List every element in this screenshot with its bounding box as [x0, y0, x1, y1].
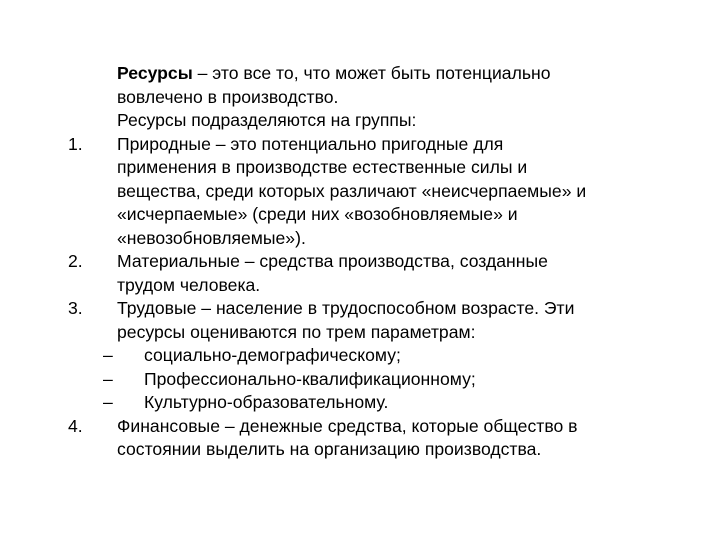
dash-bullet: – — [103, 368, 113, 389]
list-item-2: 2. Материальные – средства производства, созданные — [0, 250, 720, 274]
dash-bullet: – — [103, 392, 113, 412]
term-resources: Ресурсы — [117, 63, 193, 83]
intro-line-2: вовлечено в производство. — [117, 86, 339, 107]
sub-list-item: – Культурно-образовательному. — [0, 391, 720, 415]
list-item-3: 3. Трудовые – население в трудоспособном возрасте. Эти — [0, 297, 720, 321]
list-item-4: 4. Финансовые – денежные средства, которые общество в — [0, 415, 720, 439]
list-number: 1. — [68, 133, 83, 154]
list-number: 3. — [68, 298, 83, 318]
list-number: 4. — [68, 415, 83, 436]
list-item-1: 1. Природные – это потенциально пригодные для — [0, 133, 720, 157]
list-number: 2. — [68, 251, 83, 271]
slide-body: Ресурсы – это все то, что может быть потенциально вовлечено в производство. Ресурсы подразделяются на группы: 1. Природные – это потенциально пригодные для применения в производстве естественные силы и вещества, среди которых различают «неисчерпаемые» и «исчерпаемые» (среди них «возобновляемые» и «невозобновляемые»). 2. Материальные – средства производства, созданные трудом человека. 3. Трудовые – население в трудоспособном возрасте. Эти ресурсы оцениваются по трем параметрам: – социально-демографическому; – Профессионально-квалификационному; – Культурно-образовательному. 4. Финансовые – денежные средства, которые общество в состоянии выделить на организацию производства. — [0, 62, 720, 462]
sub-list-item: – социально-демографическому; — [0, 344, 720, 368]
intro-line-1 — [0, 62, 720, 86]
intro-definition: – это все то, что может быть потенциально — [192, 63, 551, 83]
dash-bullet: – — [103, 345, 113, 365]
intro-line-3: Ресурсы подразделяются на группы: — [117, 110, 417, 130]
sub-list-item: – Профессионально-квалификационному; — [0, 368, 720, 392]
